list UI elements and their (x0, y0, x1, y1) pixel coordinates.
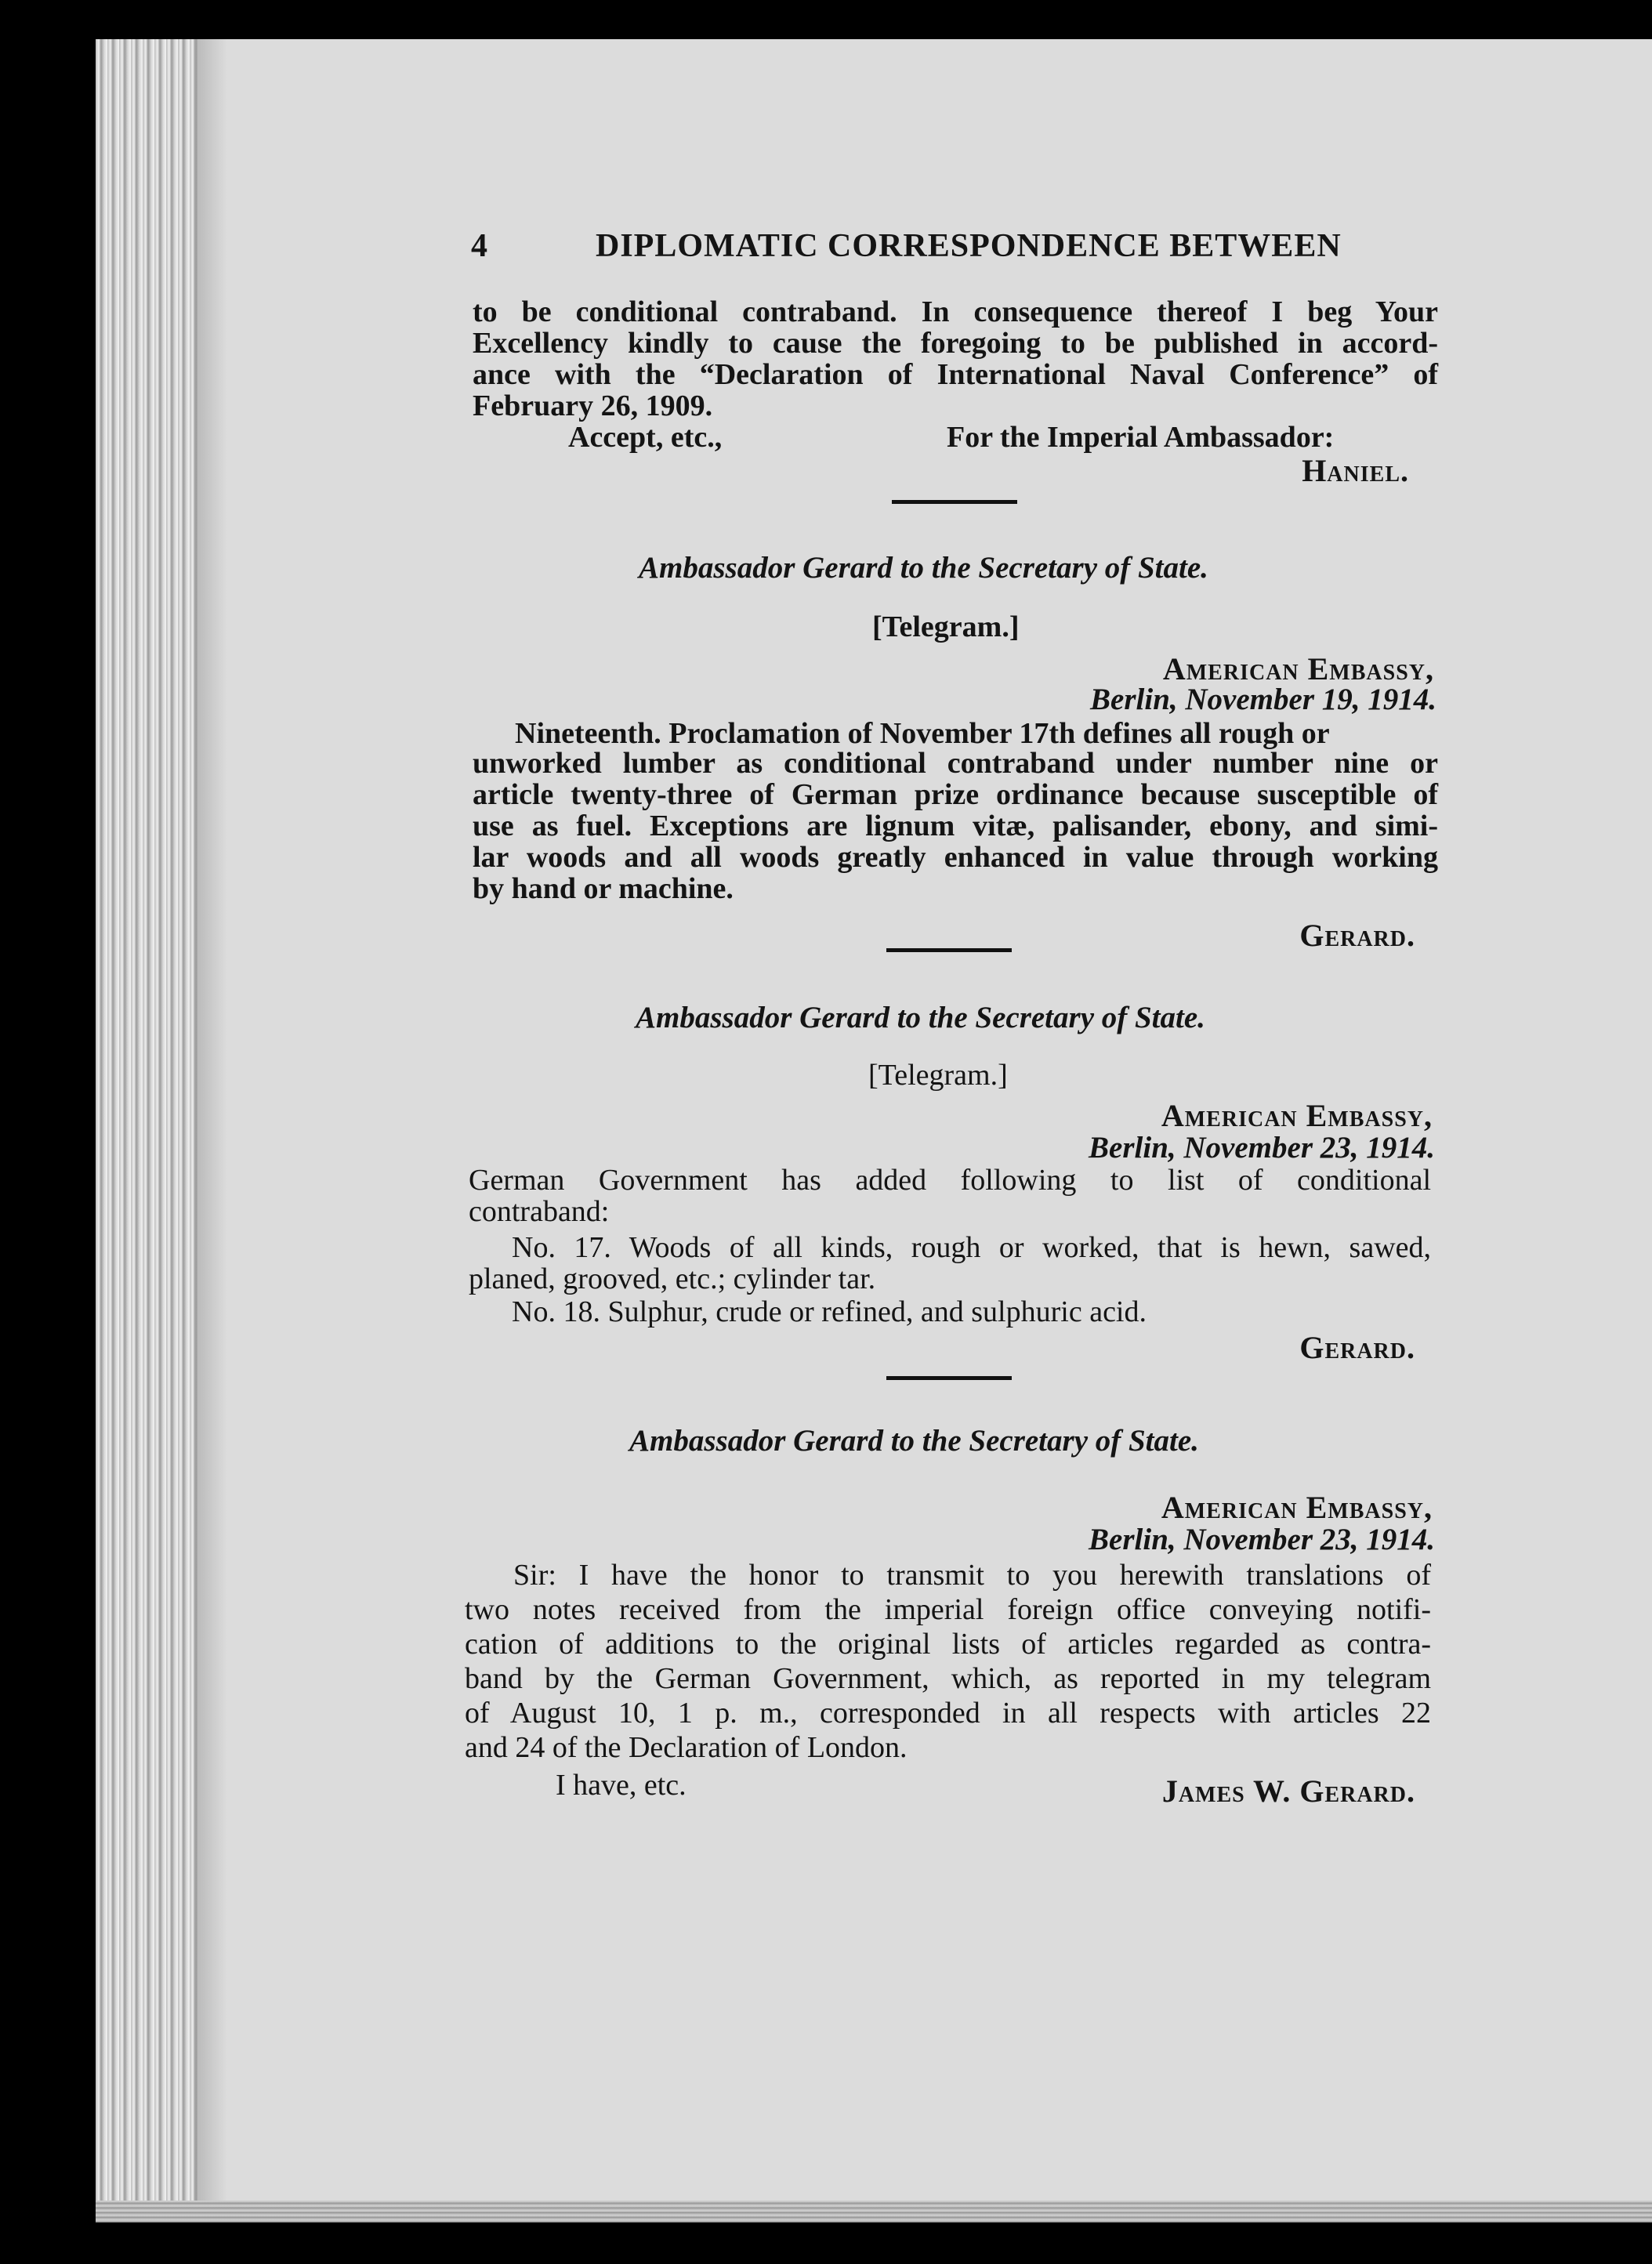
telegram-label: [Telegram.] (868, 1059, 1008, 1092)
closing-phrase: I have, etc. (556, 1769, 687, 1802)
body-line: ance with the “Declaration of International Naval Conference” of (473, 358, 1438, 391)
body-line: two notes received from the imperial foreign office conveying notifi- (465, 1593, 1431, 1626)
body-line: Sir: I have the honor to transmit to you herewith translations of (513, 1559, 1431, 1592)
body-line: lar woods and all woods greatly enhanced in value through working (473, 841, 1438, 874)
body-line: German Government has added following to list of conditional (469, 1164, 1431, 1197)
body-line: Nineteenth. Proclamation of November 17th defines all rough or (515, 717, 1330, 750)
body-line: band by the German Government, which, as reported in my telegram (465, 1662, 1431, 1695)
body-line: by hand or machine. (473, 872, 734, 905)
sender-place: American Embassy, (1161, 1098, 1433, 1133)
closing-phrase: Accept, etc., (568, 421, 723, 454)
signature: James W. Gerard. (1161, 1773, 1415, 1809)
section-heading: Ambassador Gerard to the Secretary of State. (639, 551, 1208, 585)
section-heading: Ambassador Gerard to the Secretary of State. (629, 1424, 1199, 1458)
sender-date: Berlin, November 23, 1914. (1089, 1523, 1435, 1556)
body-line: article twenty-three of German prize ordinance because susceptible of (473, 778, 1438, 811)
page-number: 4 (471, 228, 488, 264)
sender-date: Berlin, November 19, 1914. (1090, 683, 1436, 716)
body-line: contraband: (469, 1195, 610, 1228)
section-divider (886, 948, 1012, 952)
page-bottom-edge (96, 2201, 1652, 2222)
body-line: to be conditional contraband. In consequence thereof I beg Your (473, 295, 1438, 328)
body-line: cation of additions to the original lists of articles regarded as contra- (465, 1628, 1431, 1661)
section-divider (886, 1376, 1012, 1380)
book-spine-edge (96, 39, 197, 2202)
body-line: use as fuel. Exceptions are lignum vitæ, palisander, ebony, and simi- (473, 810, 1438, 842)
body-line: and 24 of the Declaration of London. (465, 1731, 908, 1764)
sender-place: American Embassy, (1162, 651, 1434, 686)
list-item: No. 17. Woods of all kinds, rough or worked, that is hewn, sawed, (512, 1231, 1431, 1264)
body-line: of August 10, 1 p. m., corresponded in all respects with articles 22 (465, 1697, 1431, 1730)
signature: Haniel. (1302, 453, 1409, 488)
gutter-shadow (196, 39, 227, 2202)
body-line: unworked lumber as conditional contraband under number nine or (473, 747, 1438, 780)
signature: Gerard. (1299, 1330, 1415, 1365)
body-line: Excellency kindly to cause the foregoing to be published in accord- (473, 327, 1438, 360)
list-item-continued: planed, grooved, etc.; cylinder tar. (469, 1262, 876, 1295)
sender-place: American Embassy, (1161, 1490, 1433, 1525)
section-heading: Ambassador Gerard to the Secretary of State. (636, 1001, 1205, 1034)
section-divider (892, 500, 1017, 504)
list-item: No. 18. Sulphur, crude or refined, and sulphuric acid. (512, 1295, 1147, 1328)
signature: Gerard. (1299, 918, 1415, 953)
sender-date: Berlin, November 23, 1914. (1089, 1131, 1435, 1165)
closing-attribution: For the Imperial Ambassador: (947, 421, 1335, 454)
running-title: DIPLOMATIC CORRESPONDENCE BETWEEN (596, 228, 1342, 264)
telegram-label: [Telegram.] (872, 610, 1020, 643)
body-line: February 26, 1909. (473, 389, 713, 422)
